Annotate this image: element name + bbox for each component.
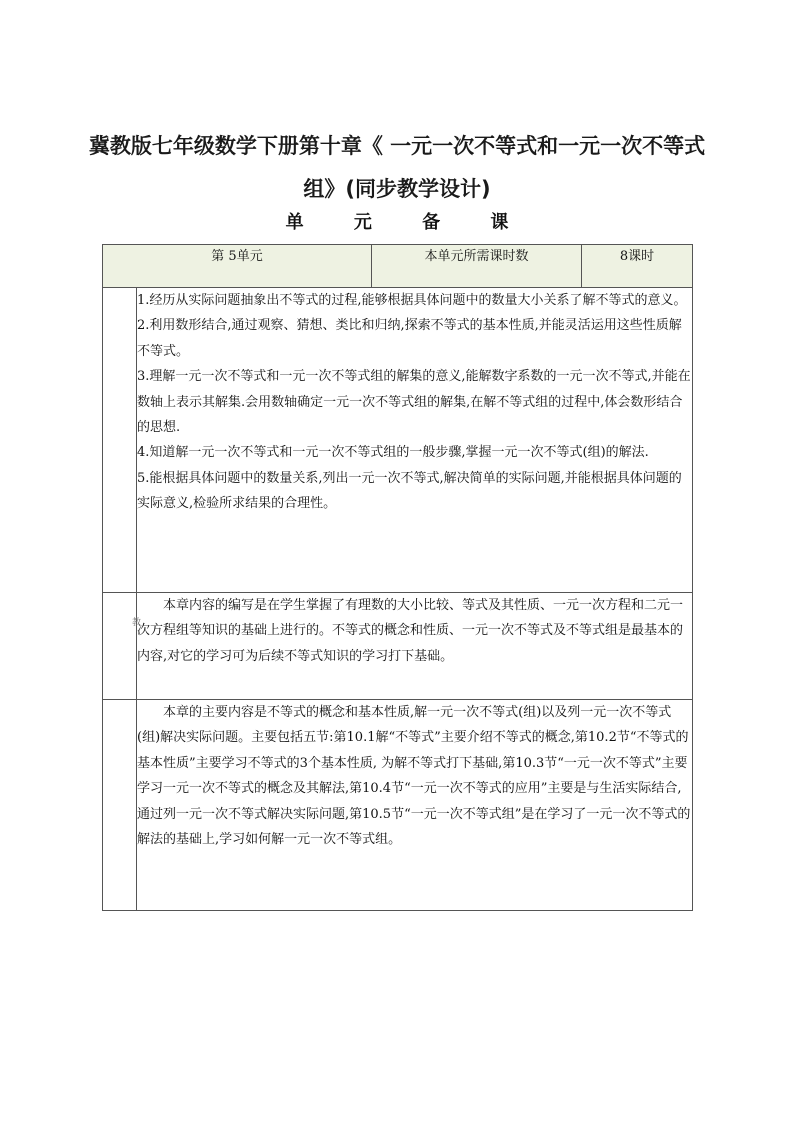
status-side-cell — [103, 593, 137, 700]
unit-number-cell: 第 5单元 — [103, 245, 372, 288]
hours-value-cell: 8课时 — [582, 245, 693, 288]
title-line-1: 冀教版七年级数学下册第十章《 一元一次不等式和一元一次不等式 — [88, 134, 706, 158]
status-row — [103, 593, 693, 700]
document-title — [60, 125, 734, 211]
objectives-side-cell — [103, 288, 137, 593]
objective-item: 4.知道解一元一次不等式和一元一次不等式组的一般步骤,掌握一元一次不等式(组)的解法. — [137, 445, 649, 461]
section-title: 单 元 备 课 — [285, 212, 531, 233]
unit-plan-table — [102, 244, 693, 911]
content-text: 本章的主要内容是不等式的概念和基本性质,解一元一次不等式(组)以及列一元一次不等式(组)解决实际问题。主要包括五节:第10.1解“不等式”主要介绍不等式的概念,第10.2节“不等式的基本性质”主要学习不等式的3个基本性质, 为解不等式打下基础,第10.3节“一元一次不等式”主要学习一元一次不等式的概念及其解法,第10.4节“一元一次不等式的应用”主要是与生活实际结合,通过列一元一次不等式解决实际问题,第10.5节“一元一次不等式组”是在学习了一元一次不等式的解法的基础上,学习如何解一元一次不等式组。 — [137, 705, 691, 848]
table-header-row — [103, 245, 693, 288]
content-side-cell — [103, 700, 137, 911]
hours-label-cell: 本单元所需课时数 — [372, 245, 582, 288]
objectives-cell — [137, 288, 693, 593]
title-line-2: 组》(同步教学设计) — [303, 177, 491, 201]
objectives-row — [103, 288, 693, 593]
status-cell — [137, 593, 693, 700]
content-row — [103, 700, 693, 911]
objective-item: 3.理解一元一次不等式和一元一次不等式组的解集的意义,能解数字系数的一元一次不等式,并能在数轴上表示其解集.会用数轴确定一元一次不等式组的解集,在解不等式组的过程中,体会数形结合的思想. — [137, 369, 691, 436]
objective-item: 5.能根据具体问题中的数量关系,列出一元一次不等式,解决简单的实际问题,并能根据具体问题的实际意义,检验所求结果的合理性。 — [137, 470, 682, 512]
objective-item: 1.经历从实际问题抽象出不等式的过程,能够根据具体问题中的数量大小关系了解不等式的意义。 — [137, 293, 687, 308]
objective-item: 2.利用数形结合,通过观察、猜想、类比和归纳,探索不等式的基本性质,并能灵活运用这些性质解不等式。 — [137, 318, 682, 359]
content-cell — [137, 700, 693, 911]
status-text: 本章内容的编写是在学生掌握了有理数的大小比较、等式及其性质、一元一次方程和二元一次方程组等知识的基础上进行的。不等式的概念和性质、一元一次不等式及不等式组是最基本的内容,对它的学习可为后续不等式知识的学习打下基础。 — [137, 598, 684, 664]
status-side-mark: 教 — [132, 618, 142, 628]
